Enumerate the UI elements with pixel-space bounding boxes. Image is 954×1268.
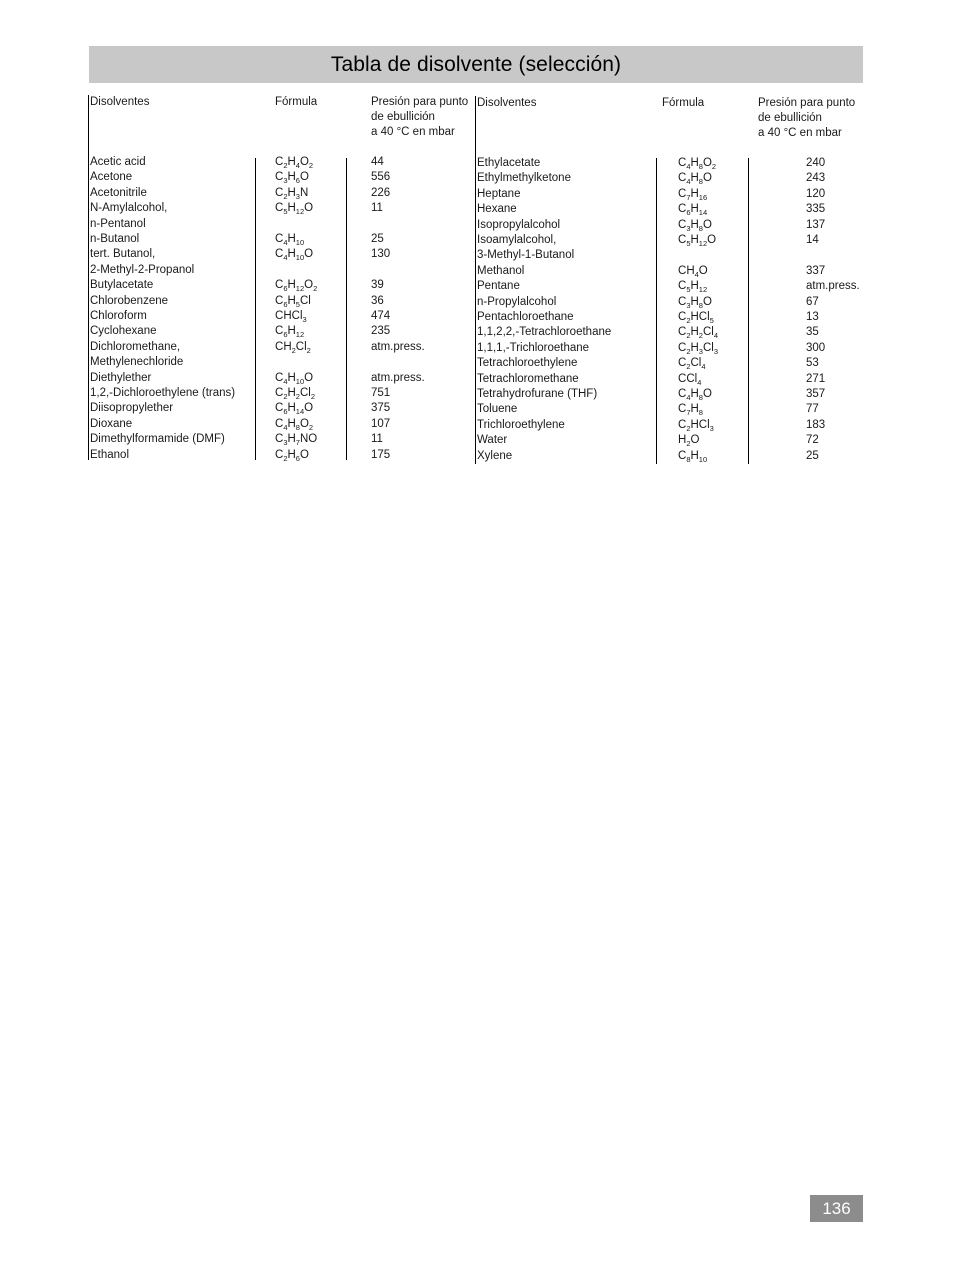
- solvent-name: Trichloroethylene: [477, 418, 565, 431]
- boiling-pressure: 235: [371, 325, 391, 338]
- boiling-pressure: atm.press.: [371, 340, 425, 353]
- boiling-pressure: 14: [806, 234, 819, 246]
- boiling-pressure: 137: [806, 218, 826, 231]
- solvent-name: n-Pentanol: [90, 217, 146, 230]
- left-column-divider-2: [346, 158, 347, 460]
- solvent-formula: $C_2H_3Cl_3$: [678, 341, 719, 356]
- solvent-formula: $C_6H_5Cl$: [275, 294, 311, 309]
- solvent-name: Diisopropylether: [90, 402, 174, 415]
- solvent-formula: $C_2H_3N$: [275, 186, 309, 201]
- solvent-formula: $C_3H_8O$: [678, 218, 712, 233]
- solvent-formula: $C_6H_{12}$: [275, 325, 305, 340]
- solvent-name: tert. Butanol,: [90, 248, 156, 261]
- solvent-name: Xylene: [477, 449, 513, 462]
- solvent-formula: $C_2H_4O_2$: [275, 156, 314, 170]
- right-header-pressure: Presión para punto de ebullición a 40 °C en mbar: [758, 97, 856, 139]
- boiling-pressure: 120: [806, 187, 826, 200]
- solvent-formula: $C_3H_6O$: [275, 171, 309, 186]
- solvent-name: Acetonitrile: [90, 186, 147, 199]
- solvent-formula: $C_7H_{16}$: [678, 187, 708, 202]
- solvent-formula: CCl$_4$: [678, 372, 702, 387]
- solvent-name: 1,1,2,2,-Tetrachloroethane: [477, 326, 612, 339]
- boiling-pressure: 175: [371, 448, 391, 461]
- solvent-name: Butylacetate: [90, 279, 154, 292]
- solvent-name: Acetone: [90, 171, 133, 184]
- boiling-pressure: 271: [806, 372, 826, 385]
- solvent-name: Heptane: [477, 187, 521, 200]
- boiling-pressure: 183: [806, 418, 826, 431]
- boiling-pressure: 556: [371, 171, 391, 184]
- boiling-pressure: 25: [371, 233, 384, 245]
- solvent-formula: $C_2HCl_3$: [678, 418, 714, 433]
- boiling-pressure: atm.press.: [371, 371, 425, 384]
- solvent-name: Cyclohexane: [90, 325, 157, 338]
- boiling-pressure: 35: [806, 326, 819, 339]
- boiling-pressure: 72: [806, 434, 819, 447]
- right-column-divider-2: [748, 158, 749, 464]
- solvent-name: Dioxane: [90, 417, 133, 430]
- solvent-formula: $C_5H_{12}O$: [275, 202, 314, 217]
- solvent-formula: $C_6H_{12}O_2$: [275, 279, 318, 294]
- solvent-formula: $C_4H_{10}O$: [275, 248, 314, 263]
- right-column-divider-1: [656, 158, 657, 464]
- boiling-pressure: atm.press.: [806, 280, 860, 293]
- solvent-name: Isopropylalcohol: [477, 218, 561, 231]
- solvent-formula: $C_7H_8$: [678, 403, 703, 418]
- solvent-name: Tetrachloromethane: [477, 372, 579, 385]
- solvent-name: Acetic acid: [90, 156, 146, 168]
- solvent-name: Pentane: [477, 280, 520, 293]
- solvent-name: 1,1,1,-Trichloroethane: [477, 341, 590, 354]
- solvent-name: Tetrahydrofurane (THF): [477, 388, 598, 400]
- solvent-formula: $C_2H_2Cl_4$: [678, 326, 719, 341]
- boiling-pressure: 243: [806, 172, 826, 185]
- right-header-name: Disolventes: [477, 97, 537, 109]
- solvent-name: N-Amylalcohol,: [90, 202, 168, 215]
- page-title: Tabla de disolvente (selección): [330, 52, 622, 76]
- solvent-name: Methanol: [477, 264, 525, 277]
- solvent-name: Chlorobenzene: [90, 294, 169, 307]
- left-column-divider-1: [255, 158, 256, 460]
- solvent-name: Ethylacetate: [477, 157, 541, 169]
- solvent-name: n-Butanol: [90, 233, 140, 245]
- boiling-pressure: 36: [371, 294, 384, 307]
- solvent-name: Toluene: [477, 403, 518, 416]
- solvent-formula: $C_3H_8O$: [678, 295, 712, 310]
- solvent-name: Water: [477, 434, 508, 447]
- boiling-pressure: 13: [806, 311, 819, 323]
- solvent-formula: $C_4H_8O$: [678, 388, 712, 402]
- solvent-formula: $C_2HCl_5$: [678, 311, 714, 325]
- solvent-formula: $C_4H_8O_2$: [678, 157, 717, 171]
- boiling-pressure: 39: [371, 279, 384, 292]
- solvent-formula: CHCl$_3$: [275, 310, 307, 324]
- solvent-formula: $C_6H_{14}$: [678, 203, 708, 218]
- solvent-name: 3-Methyl-1-Butanol: [477, 249, 575, 262]
- solvent-name: Diethylether: [90, 371, 152, 384]
- boiling-pressure: 11: [371, 433, 383, 446]
- solvent-name: Methylenechloride: [90, 356, 184, 369]
- boiling-pressure: 337: [806, 264, 826, 277]
- boiling-pressure: 107: [371, 417, 391, 430]
- solvent-formula: $C_6H_{14}O$: [275, 402, 314, 417]
- solvent-formula: $C_4H_{10}$: [275, 233, 305, 247]
- title-bar: [89, 46, 863, 83]
- solvent-formula: $C_4H_8O_2$: [275, 417, 314, 432]
- solvent-name: Isoamylalcohol,: [477, 234, 557, 246]
- boiling-pressure: 240: [806, 157, 826, 169]
- solvent-formula: $C_5H_{12}O$: [678, 234, 717, 248]
- solvent-name: Hexane: [477, 203, 517, 216]
- boiling-pressure: 226: [371, 186, 391, 199]
- left-table-border: [88, 95, 89, 460]
- solvent-formula: $C_4H_{10}O$: [275, 371, 314, 386]
- solvent-formula: $C_8H_{10}$: [678, 449, 708, 464]
- boiling-pressure: 53: [806, 357, 819, 370]
- boiling-pressure: 300: [806, 341, 826, 354]
- boiling-pressure: 375: [371, 402, 391, 415]
- solvent-name: Pentachloroethane: [477, 311, 574, 323]
- solvent-name: 2-Methyl-2-Propanol: [90, 263, 195, 276]
- solvent-formula: $H_2O$: [678, 434, 700, 449]
- boiling-pressure: 67: [806, 295, 819, 308]
- solvent-formula: $C_2Cl_4$: [678, 357, 706, 372]
- solvent-name: Dimethylformamide (DMF): [90, 433, 225, 446]
- solvent-name: Ethanol: [90, 448, 130, 461]
- solvent-formula: $C_2H_2Cl_2$: [275, 387, 316, 401]
- solvent-formula: $C_3H_7NO$: [275, 433, 318, 448]
- solvent-formula: $C_4H_8O$: [678, 172, 712, 187]
- solvent-formula: $C_5H_{12}$: [678, 280, 708, 295]
- solvent-name: Chloroform: [90, 310, 147, 322]
- solvent-name: n-Propylalcohol: [477, 295, 557, 308]
- boiling-pressure: 751: [371, 387, 391, 399]
- left-header-name: Disolventes: [90, 96, 150, 108]
- boiling-pressure: 130: [371, 248, 391, 261]
- right-table-border: [475, 96, 476, 464]
- boiling-pressure: 357: [806, 388, 826, 400]
- left-header-pressure: Presión para punto de ebullición a 40 °C en mbar: [371, 96, 469, 138]
- page-number-badge: 136: [810, 1195, 863, 1222]
- solvent-name: Dichloromethane,: [90, 340, 181, 353]
- boiling-pressure: 335: [806, 203, 826, 216]
- right-header-formula: Fórmula: [662, 97, 705, 109]
- solvent-formula: $CH_2Cl_2$: [275, 340, 311, 355]
- left-header-formula: Fórmula: [275, 96, 318, 108]
- solvent-name: Tetrachloroethylene: [477, 357, 578, 370]
- boiling-pressure: 25: [806, 449, 819, 462]
- solvent-formula: $CH_4O$: [678, 264, 708, 279]
- solvent-formula: $C_2H_6O$: [275, 448, 309, 463]
- solvent-name: Ethylmethylketone: [477, 172, 571, 185]
- boiling-pressure: 474: [371, 310, 391, 322]
- boiling-pressure: 77: [806, 403, 819, 416]
- boiling-pressure: 44: [371, 156, 384, 168]
- boiling-pressure: 11: [371, 202, 383, 215]
- solvent-name: 1,2,-Dichloroethylene (trans): [90, 387, 236, 399]
